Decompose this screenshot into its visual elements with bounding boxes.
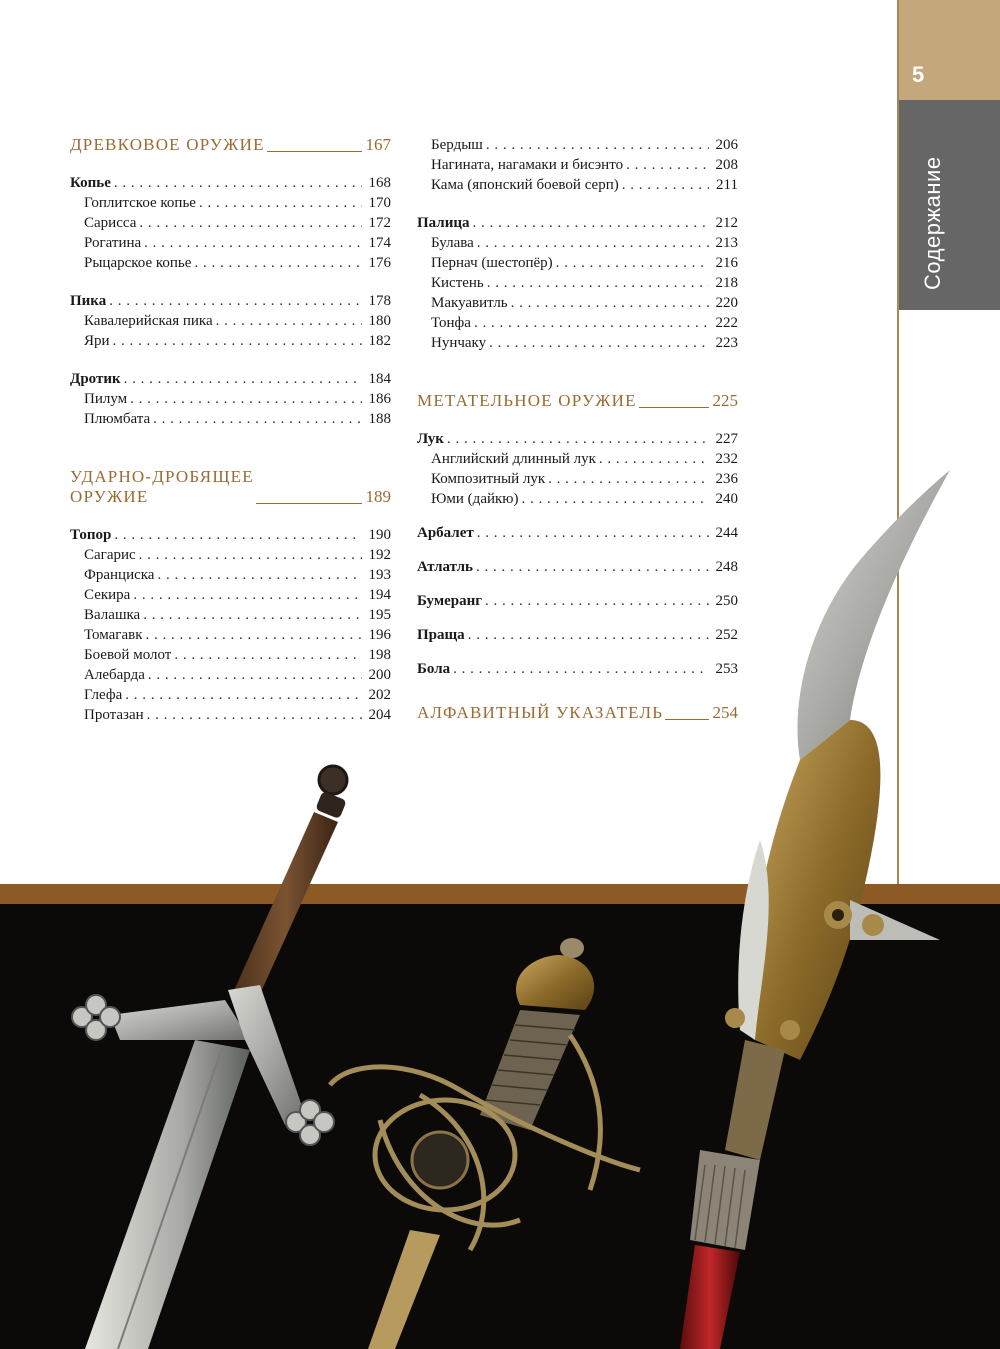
toc-entry-page: 227 (715, 431, 738, 447)
toc-entry-page: 232 (715, 451, 738, 467)
toc-entry-label: Протазан (84, 707, 144, 723)
toc-entry-label: Сагарис (84, 547, 136, 563)
section-title: ДРЕВКОВОЕ ОРУЖИЕ (70, 135, 265, 154)
toc-entry-page: 204 (368, 707, 391, 723)
toc-entry-label: Глефа (84, 687, 123, 703)
toc-entry-page: 168 (368, 175, 391, 191)
toc-entry-page: 198 (368, 647, 391, 663)
glaive-ornament-hole (832, 909, 844, 921)
toc-entry-label: Лук (417, 431, 444, 447)
section-page: 254 (712, 703, 738, 722)
glaive-blade-etched (752, 720, 880, 1060)
toc-entry-page: 216 (715, 255, 738, 271)
section-title: МЕТАТЕЛЬНОЕ ОРУЖИЕ (417, 391, 637, 410)
claymore-quatrefoil-left (72, 995, 120, 1040)
toc-entry-label: Топор (70, 527, 112, 543)
toc-entry-label: Плюмбата (84, 411, 151, 427)
toc-entry-page: 184 (368, 371, 391, 387)
toc-entry-label: Рыцарское копье (84, 255, 192, 271)
toc-entry-page: 180 (368, 313, 391, 329)
toc-entry-page: 206 (715, 137, 738, 153)
toc-entry-label: Кистень (431, 275, 484, 291)
toc-entry-label: Бердыш (431, 137, 483, 153)
toc-entry-page: 244 (715, 525, 738, 541)
toc-entry-label: Юми (дайкю) (431, 491, 519, 507)
section-page: 167 (365, 135, 391, 154)
claymore-grip (232, 812, 338, 1005)
toc-entry-page: 208 (715, 157, 738, 173)
glaive-polearm (680, 470, 950, 1349)
claymore-guard-left (110, 1000, 250, 1040)
section-title: УДАРНО-ДРОБЯЩЕЕ ОРУЖИЕ (70, 467, 254, 506)
toc-entry-page: 193 (368, 567, 391, 583)
toc-entry-page: 222 (715, 315, 738, 331)
toc-entry-page: 220 (715, 295, 738, 311)
glaive-socket (725, 1040, 785, 1160)
toc-entry-page: 212 (715, 215, 738, 231)
rapier-swept-hilt (330, 1035, 640, 1250)
toc-entry-page: 194 (368, 587, 391, 603)
toc-entry-page: 223 (715, 335, 738, 351)
toc-entry-label: Тонфа (431, 315, 471, 331)
toc-entry-page: 190 (368, 527, 391, 543)
toc-entry-page: 174 (368, 235, 391, 251)
section-page: 225 (712, 391, 738, 410)
toc-entry-label: Гоплитское копье (84, 195, 196, 211)
toc-entry-page: 178 (368, 293, 391, 309)
glaive-blade-upper (798, 470, 951, 760)
toc-entry-label: Дротик (70, 371, 121, 387)
toc-entry-label: Нунчаку (431, 335, 487, 351)
toc-entry-label: Нагината, нагамаки и бисэнто (431, 157, 624, 173)
toc-entry-page: 248 (715, 559, 738, 575)
toc-entry-label: Арбалет (417, 525, 474, 541)
toc-entry-label: Сарисса (84, 215, 137, 231)
toc-entry-page: 186 (368, 391, 391, 407)
toc-entry-label: Копье (70, 175, 111, 191)
toc-entry-page: 195 (368, 607, 391, 623)
toc-entry-page: 200 (368, 667, 391, 683)
toc-entry-page: 192 (368, 547, 391, 563)
claymore-fuller (118, 1048, 222, 1349)
claymore-pommel (319, 766, 347, 794)
toc-entry-page: 250 (715, 593, 738, 609)
toc-entry-label: Бумеранг (417, 593, 483, 609)
section-title: АЛФАВИТНЫЙ УКАЗАТЕЛЬ (417, 703, 664, 722)
toc-entry-page: 202 (368, 687, 391, 703)
rapier-pommel (516, 955, 594, 1010)
toc-entry-label: Секира (84, 587, 131, 603)
rapier-cup (412, 1132, 468, 1188)
toc-entry-page: 188 (368, 411, 391, 427)
side-title: Содержание (920, 156, 945, 290)
toc-entry-page: 240 (715, 491, 738, 507)
toc-entry-label: Макуавитль (431, 295, 508, 311)
toc-entry-page: 252 (715, 627, 738, 643)
toc-entry-label: Томагавк (84, 627, 143, 643)
toc-entry-label: Пернач (шестопёр) (431, 255, 553, 271)
toc-entry-page: 218 (715, 275, 738, 291)
toc-entry-page: 236 (715, 471, 738, 487)
toc-entry-page: 182 (368, 333, 391, 349)
toc-entry-label: Рогатина (84, 235, 142, 251)
toc-entry-label: Яри (84, 333, 110, 349)
toc-entry-page: 213 (715, 235, 738, 251)
rapier-blade (368, 1230, 440, 1349)
toc-entry-label: Бола (417, 661, 451, 677)
toc-entry-label: Пика (70, 293, 107, 309)
section-page: 189 (365, 487, 391, 506)
toc-entry-label: Палица (417, 215, 470, 231)
claymore-blade (85, 1040, 250, 1349)
toc-entry-page: 170 (368, 195, 391, 211)
toc-entry-label: Боевой молот (84, 647, 172, 663)
claymore-sword (72, 766, 347, 1349)
toc-entry-page: 176 (368, 255, 391, 271)
toc-entry-label: Атлатль (417, 559, 473, 575)
toc-entry-label: Английский длинный лук (431, 451, 596, 467)
glaive-shaft (680, 1245, 740, 1349)
toc-entry-label: Валашка (84, 607, 141, 623)
rapier-sword (330, 938, 640, 1349)
toc-entry-label: Булава (431, 235, 474, 251)
page-number: 5 (912, 62, 925, 87)
toc-entry-label: Кама (японский боевой серп) (431, 177, 619, 193)
toc-entry-page: 196 (368, 627, 391, 643)
toc-entry-label: Пилум (84, 391, 128, 407)
toc-entry-label: Франциска (84, 567, 155, 583)
toc-entry-label: Праща (417, 627, 465, 643)
toc-entry-page: 172 (368, 215, 391, 231)
toc-entry-label: Кавалерийская пика (84, 313, 213, 329)
toc-entry-label: Композитный лук (431, 471, 546, 487)
rapier-pommel-cap (560, 938, 584, 958)
toc-entry-page: 253 (715, 661, 738, 677)
toc-entry-label: Алебарда (84, 667, 145, 683)
toc-entry-page: 211 (716, 177, 738, 193)
